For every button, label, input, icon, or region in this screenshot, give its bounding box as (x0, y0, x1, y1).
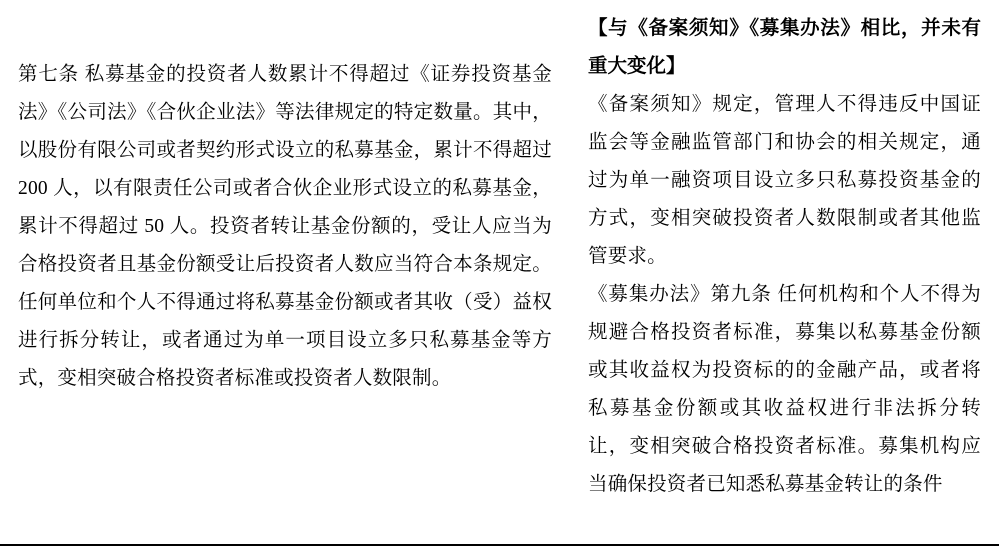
left-paragraph-1: 第七条 私募基金的投资者人数累计不得超过《证券投资基金法》《公司法》《合伙企业法》等法律规定的特定数量。其中，以股份有限公司或者契约形式设立的私募基金，累计不得超过 200 人，以有限责任公司或者合伙企业形式设立的私募基金，累计不得超过 50 人。投资者转让基金份额的，受让人应当为合格投资者且基金份额受让后投资者人数应当符合本条规定。任何单位和个人不得通过将私募基金份额或者其收（受）益权进行拆分转让，或者通过为单一项目设立多只私募基金等方式，变相突破合格投资者标准或投资者人数限制。 (18, 64, 552, 389)
table-cell-right (570, 0, 999, 546)
right-paragraph-2: 《募集办法》第九条 任何机构和个人不得为规避合格投资者标准，募集以私募基金份额或其收益权为投资标的的金融产品，或者将私募基金份额或其收益权进行非法拆分转让，变相突破合格投资者标准。募集机构应当确保投资者已知悉私募基金转让的条件 (588, 284, 981, 495)
right-column-heading: 【与《备案须知》《募集办法》相比，并未有重大变化】 (588, 18, 981, 77)
right-paragraph-1: 《备案须知》规定，管理人不得违反中国证监会等金融监管部门和协会的相关规定，通过为单一融资项目设立多只私募投资基金的方式，变相突破投资者人数限制或者其他监管要求。 (588, 94, 981, 267)
left-column-content (0, 0, 570, 398)
right-column-content (570, 0, 999, 504)
